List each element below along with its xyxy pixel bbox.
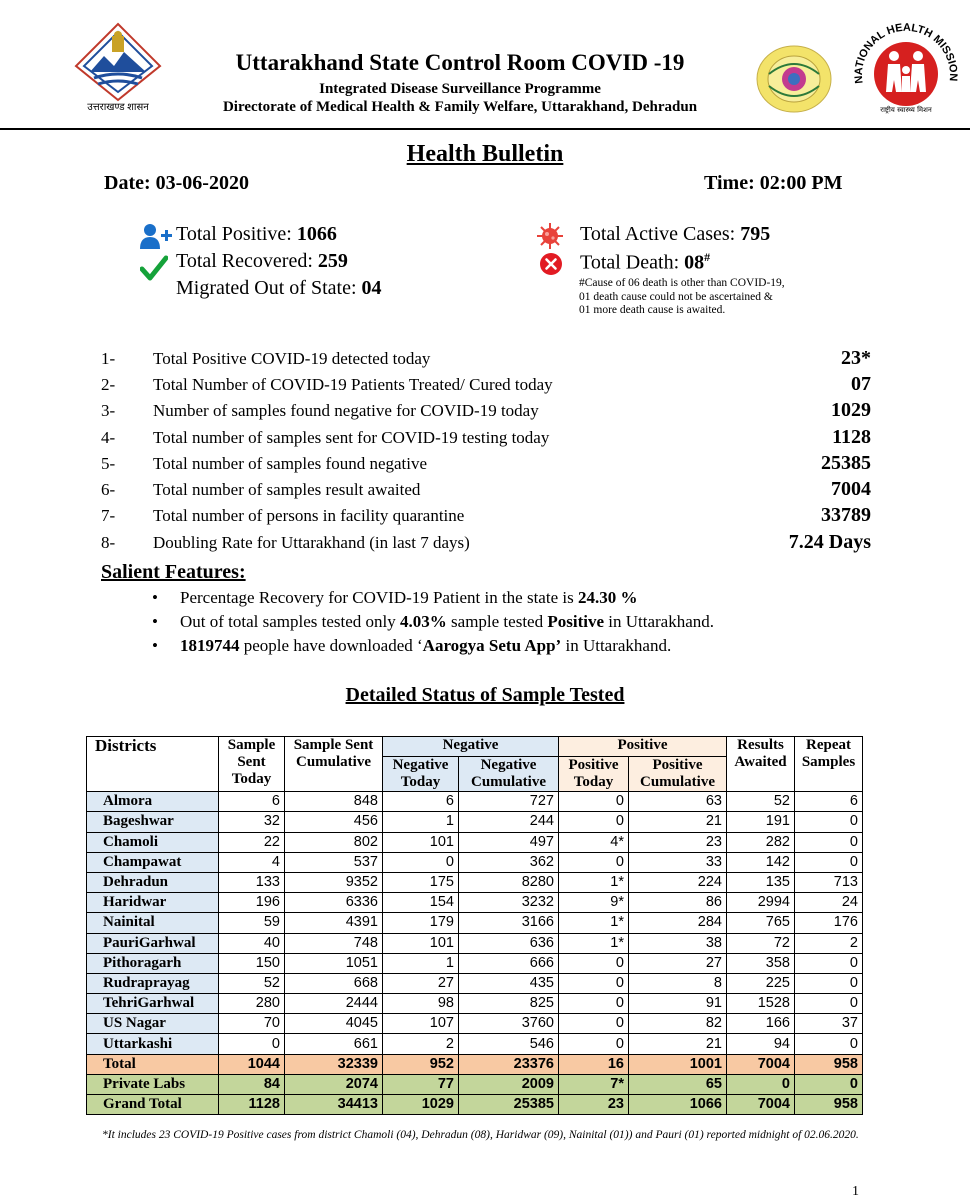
national-health-mission-logo <box>850 18 962 116</box>
value-cell: 142 <box>727 852 795 872</box>
value-cell: 0 <box>795 1034 863 1054</box>
value-cell: 21 <box>629 812 727 832</box>
value-cell: 16 <box>559 1054 629 1074</box>
district-cell: US Nagar <box>87 1014 219 1034</box>
value-cell: 0 <box>559 812 629 832</box>
value-cell: 34413 <box>285 1095 383 1115</box>
district-cell: Haridwar <box>87 893 219 913</box>
value-cell: 59 <box>219 913 285 933</box>
value-cell: 280 <box>219 994 285 1014</box>
header-divider <box>0 128 970 130</box>
value-cell: 70 <box>219 1014 285 1034</box>
table-footnote: *It includes 23 COVID-19 Positive cases from district Chamoli (04), Dehradun (08), Haridwar (09), Nainital (01)) and Pauri (01) reported midnight of 02.06.2020. <box>102 1129 859 1141</box>
value-cell: 802 <box>285 832 383 852</box>
value-cell: 2994 <box>727 893 795 913</box>
value-cell: 1 <box>383 812 459 832</box>
value-cell: 101 <box>383 832 459 852</box>
value-cell: 0 <box>795 973 863 993</box>
virus-icon <box>536 222 564 250</box>
col-header-sample-sent-today: Sample Sent Today <box>219 737 285 792</box>
value-cell: 27 <box>383 973 459 993</box>
bulletin-title: Health Bulletin <box>406 141 564 167</box>
bulletin-time: Time: 02:00 PM <box>704 172 843 194</box>
value-cell: 713 <box>795 872 863 892</box>
value-cell: 107 <box>383 1014 459 1034</box>
value-cell: 176 <box>795 913 863 933</box>
list-item: 4- Total number of samples sent for COVID-19 testing today 1128 <box>101 426 871 448</box>
value-cell: 748 <box>285 933 383 953</box>
table-row <box>87 893 863 913</box>
value-cell: 1051 <box>285 953 383 973</box>
table-row-private-labs <box>87 1074 863 1094</box>
bullet-item: • 1819744 people have downloaded ‘Aarogya Setu App’ in Uttarakhand. <box>152 636 672 655</box>
value-cell: 82 <box>629 1014 727 1034</box>
value-cell: 24 <box>795 893 863 913</box>
district-cell: Rudraprayag <box>87 973 219 993</box>
col-header-negative: Negative <box>383 737 559 757</box>
value-cell: 0 <box>795 832 863 852</box>
value-cell: 23376 <box>459 1054 559 1074</box>
list-item: 8- Doubling Rate for Uttarakhand (in last 7 days) 7.24 Days <box>101 531 871 553</box>
district-cell: Dehradun <box>87 872 219 892</box>
table-row <box>87 792 863 812</box>
value-cell: 435 <box>459 973 559 993</box>
value-cell: 765 <box>727 913 795 933</box>
district-cell: Uttarkashi <box>87 1034 219 1054</box>
value-cell: 98 <box>383 994 459 1014</box>
header-title: Uttarakhand State Control Room COVID -19 <box>235 50 685 75</box>
value-cell: 1128 <box>219 1095 285 1115</box>
value-cell: 23 <box>559 1095 629 1115</box>
value-cell: 33 <box>629 852 727 872</box>
table-row-grand-total <box>87 1095 863 1115</box>
table-row <box>87 913 863 933</box>
value-cell: 8 <box>629 973 727 993</box>
value-cell: 0 <box>219 1034 285 1054</box>
table-row <box>87 953 863 973</box>
value-cell: 4391 <box>285 913 383 933</box>
value-cell: 4045 <box>285 1014 383 1034</box>
close-icon <box>540 253 562 275</box>
value-cell: 23 <box>629 832 727 852</box>
district-cell: PauriGarhwal <box>87 933 219 953</box>
value-cell: 166 <box>727 1014 795 1034</box>
value-cell: 2 <box>795 933 863 953</box>
logo-caption: उत्तराखण्ड शासन <box>87 102 149 113</box>
value-cell: 825 <box>459 994 559 1014</box>
district-cell: TehriGarhwal <box>87 994 219 1014</box>
sample-status-table <box>86 736 863 1115</box>
value-cell: 0 <box>559 852 629 872</box>
list-item: 3- Number of samples found negative for COVID-19 today 1029 <box>101 399 871 421</box>
value-cell: 2444 <box>285 994 383 1014</box>
value-cell: 154 <box>383 893 459 913</box>
value-cell: 0 <box>559 792 629 812</box>
idsp-logo <box>755 44 833 114</box>
bullet-item: • Percentage Recovery for COVID-19 Patient in the state is 24.30 % <box>152 588 638 607</box>
value-cell: 282 <box>727 832 795 852</box>
value-cell: 6 <box>219 792 285 812</box>
value-cell: 6336 <box>285 893 383 913</box>
col-header-repeat-samples: Repeat Samples <box>795 737 863 792</box>
value-cell: 94 <box>727 1034 795 1054</box>
value-cell: 0 <box>559 1014 629 1034</box>
table-row <box>87 872 863 892</box>
value-cell: 77 <box>383 1074 459 1094</box>
col-header-sample-sent-cumulative: Sample Sent Cumulative <box>285 737 383 792</box>
value-cell: 0 <box>795 852 863 872</box>
value-cell: 546 <box>459 1034 559 1054</box>
value-cell: 32339 <box>285 1054 383 1074</box>
value-cell: 101 <box>383 933 459 953</box>
value-cell: 661 <box>285 1034 383 1054</box>
value-cell: 958 <box>795 1095 863 1115</box>
value-cell: 244 <box>459 812 559 832</box>
value-cell: 179 <box>383 913 459 933</box>
table-row <box>87 832 863 852</box>
check-icon <box>140 254 168 282</box>
value-cell: 1044 <box>219 1054 285 1074</box>
value-cell: 2 <box>383 1034 459 1054</box>
value-cell: 91 <box>629 994 727 1014</box>
value-cell: 358 <box>727 953 795 973</box>
value-cell: 40 <box>219 933 285 953</box>
death-footnote: #Cause of 06 death is other than COVID-19, 01 death cause could not be ascertained & 01 more death cause is awaited. <box>579 277 785 316</box>
table-title: Detailed Status of Sample Tested <box>345 684 625 706</box>
value-cell: 0 <box>559 1034 629 1054</box>
value-cell: 727 <box>459 792 559 812</box>
user-plus-icon <box>140 223 172 249</box>
value-cell: 175 <box>383 872 459 892</box>
total-recovered: Total Recovered: 259 <box>176 250 348 272</box>
table-row <box>87 933 863 953</box>
value-cell: 3760 <box>459 1014 559 1034</box>
value-cell: 72 <box>727 933 795 953</box>
value-cell: 666 <box>459 953 559 973</box>
value-cell: 8280 <box>459 872 559 892</box>
value-cell: 2074 <box>285 1074 383 1094</box>
value-cell: 0 <box>383 852 459 872</box>
value-cell: 7* <box>559 1074 629 1094</box>
list-item: 7- Total number of persons in facility quarantine 33789 <box>101 504 871 526</box>
value-cell: 952 <box>383 1054 459 1074</box>
value-cell: 1* <box>559 913 629 933</box>
district-cell: Almora <box>87 792 219 812</box>
value-cell: 636 <box>459 933 559 953</box>
list-item: 1- Total Positive COVID-19 detected today 23* <box>101 347 871 369</box>
value-cell: 284 <box>629 913 727 933</box>
district-cell: Bageshwar <box>87 812 219 832</box>
value-cell: 0 <box>795 953 863 973</box>
value-cell: 1528 <box>727 994 795 1014</box>
value-cell: 1* <box>559 872 629 892</box>
value-cell: 668 <box>285 973 383 993</box>
value-cell: 1 <box>383 953 459 973</box>
value-cell: 456 <box>285 812 383 832</box>
value-cell: 9352 <box>285 872 383 892</box>
value-cell: 0 <box>727 1074 795 1094</box>
value-cell: 21 <box>629 1034 727 1054</box>
salient-features-heading: Salient Features: <box>101 561 246 583</box>
value-cell: 225 <box>727 973 795 993</box>
value-cell: 133 <box>219 872 285 892</box>
value-cell: 497 <box>459 832 559 852</box>
value-cell: 38 <box>629 933 727 953</box>
value-cell: 0 <box>795 1074 863 1094</box>
value-cell: 0 <box>795 994 863 1014</box>
table-row <box>87 973 863 993</box>
value-cell: 0 <box>795 812 863 832</box>
bulletin-date: Date: 03-06-2020 <box>104 172 249 194</box>
value-cell: 4 <box>219 852 285 872</box>
bullet-item: • Out of total samples tested only 4.03% sample tested Positive in Uttarakhand. <box>152 612 714 631</box>
district-cell: Nainital <box>87 913 219 933</box>
total-death: Total Death: 08# <box>580 250 711 274</box>
district-cell: Champawat <box>87 852 219 872</box>
value-cell: 52 <box>219 973 285 993</box>
value-cell: 3166 <box>459 913 559 933</box>
header-subtitle-programme: Integrated Disease Surveillance Programme <box>319 81 601 97</box>
table-row <box>87 852 863 872</box>
value-cell: 0 <box>559 973 629 993</box>
col-header-negative-today: Negative Today <box>383 757 459 792</box>
value-cell: 1029 <box>383 1095 459 1115</box>
total-positive: Total Positive: 1066 <box>176 223 337 245</box>
value-cell: 22 <box>219 832 285 852</box>
value-cell: 362 <box>459 852 559 872</box>
list-item: 2- Total Number of COVID-19 Patients Treated/ Cured today 07 <box>101 373 871 395</box>
value-cell: 0 <box>559 994 629 1014</box>
value-cell: 7004 <box>727 1095 795 1115</box>
table-row <box>87 994 863 1014</box>
value-cell: 65 <box>629 1074 727 1094</box>
value-cell: 3232 <box>459 893 559 913</box>
col-header-districts: Districts <box>87 737 219 792</box>
value-cell: 27 <box>629 953 727 973</box>
col-header-positive: Positive <box>559 737 727 757</box>
value-cell: 0 <box>559 953 629 973</box>
list-item: 5- Total number of samples found negative 25385 <box>101 452 871 474</box>
value-cell: 1001 <box>629 1054 727 1074</box>
district-cell: Private Labs <box>87 1074 219 1094</box>
value-cell: 848 <box>285 792 383 812</box>
value-cell: 6 <box>795 792 863 812</box>
svg-text:NATIONAL HEALTH MISSION: NATIONAL HEALTH MISSION <box>852 21 960 85</box>
list-item: 6- Total number of samples result awaited 7004 <box>101 478 871 500</box>
col-header-negative-cumulative: Negative Cumulative <box>459 757 559 792</box>
svg-text:राष्ट्रीय स्वास्थ्य मिशन: राष्ट्रीय स्वास्थ्य मिशन <box>880 106 932 114</box>
value-cell: 958 <box>795 1054 863 1074</box>
value-cell: 537 <box>285 852 383 872</box>
value-cell: 4* <box>559 832 629 852</box>
table-row <box>87 1014 863 1034</box>
value-cell: 135 <box>727 872 795 892</box>
col-header-results-awaited: Results Awaited <box>727 737 795 792</box>
col-header-positive-cumulative: Positive Cumulative <box>629 757 727 792</box>
col-header-positive-today: Positive Today <box>559 757 629 792</box>
value-cell: 86 <box>629 893 727 913</box>
value-cell: 52 <box>727 792 795 812</box>
table-row-total <box>87 1054 863 1074</box>
page-number: 1 <box>852 1184 859 1199</box>
value-cell: 32 <box>219 812 285 832</box>
value-cell: 224 <box>629 872 727 892</box>
header-subtitle-directorate: Directorate of Medical Health & Family Welfare, Uttarakhand, Dehradun <box>222 99 698 115</box>
district-cell: Pithoragarh <box>87 953 219 973</box>
value-cell: 25385 <box>459 1095 559 1115</box>
value-cell: 2009 <box>459 1074 559 1094</box>
value-cell: 150 <box>219 953 285 973</box>
total-active-cases: Total Active Cases: 795 <box>580 223 771 245</box>
table-row <box>87 1034 863 1054</box>
table-row <box>87 812 863 832</box>
value-cell: 191 <box>727 812 795 832</box>
value-cell: 6 <box>383 792 459 812</box>
value-cell: 37 <box>795 1014 863 1034</box>
value-cell: 7004 <box>727 1054 795 1074</box>
value-cell: 1* <box>559 933 629 953</box>
value-cell: 9* <box>559 893 629 913</box>
value-cell: 196 <box>219 893 285 913</box>
district-cell: Grand Total <box>87 1095 219 1115</box>
value-cell: 63 <box>629 792 727 812</box>
value-cell: 84 <box>219 1074 285 1094</box>
district-cell: Total <box>87 1054 219 1074</box>
value-cell: 1066 <box>629 1095 727 1115</box>
migrated-out-of-state: Migrated Out of State: 04 <box>176 277 382 299</box>
district-cell: Chamoli <box>87 832 219 852</box>
